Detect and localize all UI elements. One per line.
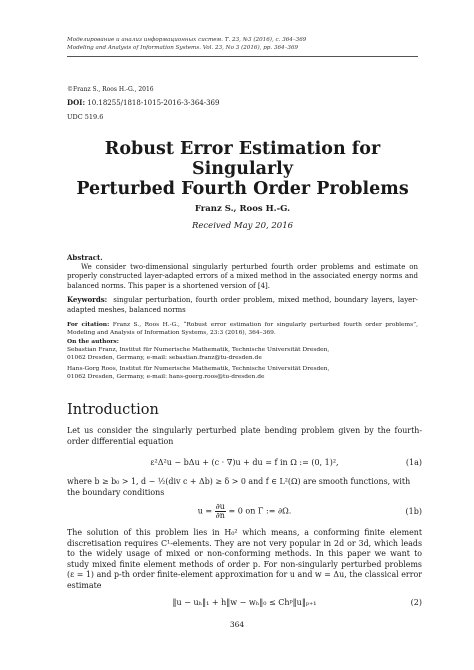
- citation-text: Franz S., Roos H.-G., “Robust error estimation for singularly perturbed fourth order problems”, Modeling and Analysis of Information Systems, 23:3 (2016), 364–369.: [67, 322, 419, 337]
- equation-1b-fraction: [215, 503, 226, 520]
- equation-1a-number: (1a): [405, 458, 422, 467]
- journal-line-ru: Моделирование и анализ информационных систем. Т. 23, №3 (2016), с. 364–369: [67, 37, 307, 43]
- abstract-heading: Abstract.: [67, 253, 103, 262]
- title-line-2: Perturbed Fourth Order Problems: [76, 179, 409, 199]
- journal-header: [67, 36, 306, 52]
- intro-paragraph-2: [67, 477, 422, 498]
- paper-title: [67, 139, 418, 199]
- on-authors-label: On the authors:: [67, 338, 119, 345]
- authors: Franz S., Roos H.-G.: [194, 204, 291, 214]
- abstract: [67, 253, 418, 291]
- doi: [67, 98, 219, 107]
- udc: UDC 519.6: [67, 113, 104, 121]
- copyright: ©Franz S., Roos H.-G., 2016: [67, 86, 154, 93]
- equation-1a: [67, 458, 422, 467]
- title-line-1: Robust Error Estimation for Singularly: [104, 139, 381, 179]
- keywords: [67, 295, 418, 315]
- equation-1b-rhs: = 0 on Γ := ∂Ω.: [228, 506, 292, 516]
- author1-line2: 01062 Dresden, Germany, e-mail: sebastian.franz@tu-dresden.de: [67, 354, 262, 361]
- citation-label: For citation:: [67, 321, 110, 328]
- keywords-label: Keywords:: [67, 295, 108, 304]
- equation-1a-body: ε²Δ²u − bΔu + (c · ∇)u + du = f in Ω := (0, 1)²,: [150, 458, 339, 467]
- fraction-numerator: ∂u: [215, 502, 225, 511]
- keywords-text: singular perturbation, fourth order problem, mixed method, boundary layers, layer-adapted meshes, balanced norms: [67, 296, 418, 314]
- on-the-authors: [67, 338, 418, 382]
- equation-2-body: ‖u − uₕ‖₁ + h‖w − wₕ‖₀ ≤ Chᵖ‖u‖ₚ₊₁: [172, 598, 317, 607]
- fraction-denominator: ∂n: [215, 511, 225, 520]
- doi-label: DOI:: [67, 98, 86, 107]
- received-date: Received May 20, 2016: [191, 221, 294, 231]
- intro-paragraph-2-line1: where b ≥ b₀ > 1, d − ½(div c + Δb) ≥ δ > 0 and f ∈ L²(Ω) are smooth functions, with: [67, 477, 411, 486]
- author2-line2: 01062 Dresden, Germany, e-mail: hans-goerg.roos@tu-dresden.de: [67, 374, 265, 381]
- abstract-text: We consider two-dimensional singularly perturbed fourth order problems and estimate on properly constructed layer-adapted errors of a mixed method in the associated energy norms and balanced norms. This paper is a shortened version of [4].: [67, 262, 418, 290]
- equation-1b-number: (1b): [405, 507, 422, 516]
- journal-line-en: Modeling and Analysis of Information Systems. Vol. 23, No 3 (2016), pp. 364–369: [67, 45, 299, 51]
- equation-1b-lhs: u =: [197, 506, 213, 516]
- equation-2: [67, 598, 422, 607]
- intro-paragraph-2-line2: the boundary conditions: [67, 487, 165, 497]
- intro-paragraph-1: Let us consider the singularly perturbed plate bending problem given by the fourth-order differential equation: [67, 426, 422, 446]
- equation-1b: [67, 503, 422, 520]
- equation-2-number: (2): [410, 598, 422, 607]
- page-number: 364: [229, 620, 245, 629]
- citation: [67, 321, 418, 338]
- intro-paragraph-3: The solution of this problem lies in H₀² which means, a conforming finite element discretisation requires C¹-elements. They are not very popular in 2d or 3d, which leads to the widely usage of mixed or non-conforming methods. In this paper we want to study mixed finite element methods of order p. For non-singularly perturbed problems (ε = 1) and p-th order finite-element approximation for u and w = Δu, the classical error estimate: [67, 528, 422, 590]
- author1-line1: Sebastian Franz, Institut für Numerische Mathematik, Technische Universität Dresden,: [67, 346, 330, 353]
- author2-line1: Hans-Gorg Roos, Institut für Numerische Mathematik, Technische Universität Dresden,: [67, 366, 330, 373]
- section-heading-introduction: Introduction: [67, 402, 159, 418]
- header-rule: [67, 56, 418, 57]
- doi-value: 10.18255/1818-1015-2016-3-364-369: [87, 99, 220, 107]
